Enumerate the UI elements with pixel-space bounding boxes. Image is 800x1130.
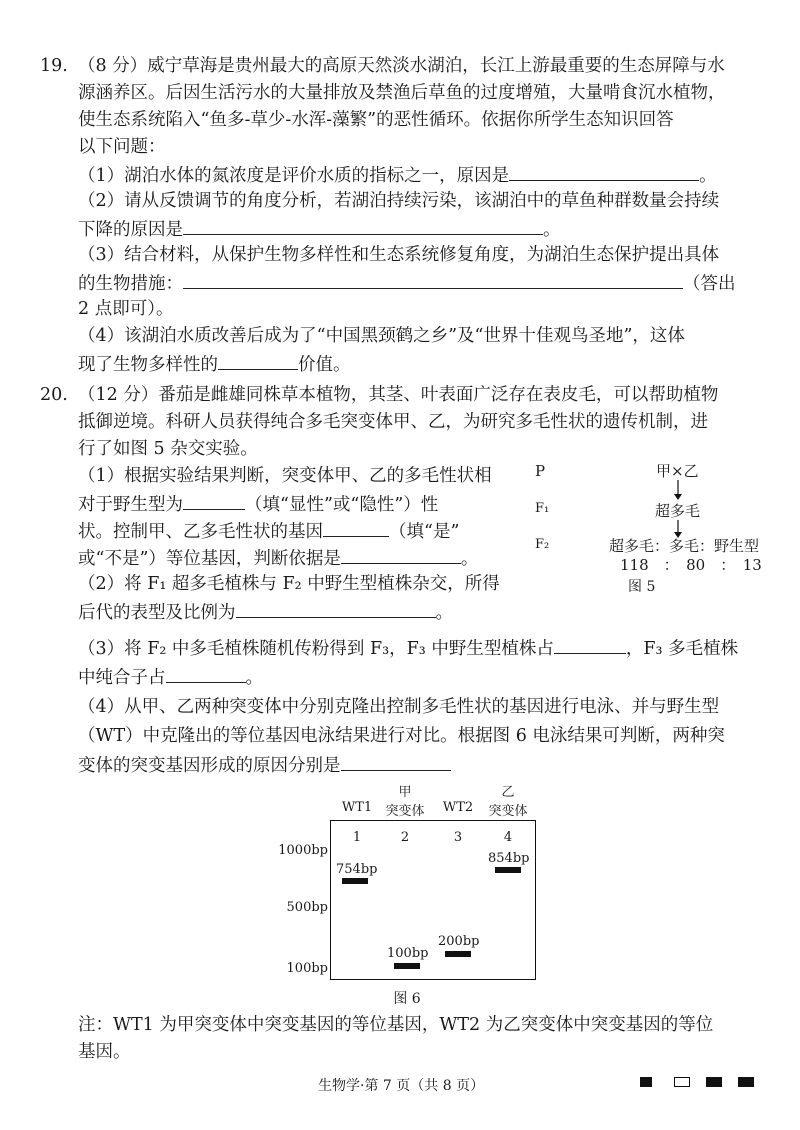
q19-stem-line-3: 使生态系统陷入“鱼多-草少-水浑-藻繁”的恶性循环。依据你所学生态知识回答 [78,110,674,130]
q19-part-3-line-3: 2 点即可）。 [78,299,174,319]
q20-part-1-line-2: 对于野生型为 （填“显性”或“隐性”）性 [78,491,438,517]
q19-part-1-text: （1）湖泊水体的氮浓度是评价水质的指标之一，原因是 [78,166,510,186]
answer-blank[interactable] [509,162,699,181]
q19-part-3-line-2: 的生物措施： （答出 [78,270,736,296]
q19-part-4-line-1: （4）该湖泊水质改善后成为了“中国黑颈鹤之乡”及“世界十佳观鸟圣地”，这体 [78,326,685,346]
gel-band-lane-3 [445,951,471,957]
answer-blank[interactable] [554,635,626,654]
q20-part-4-line-1: （4）从甲、乙两种突变体中分别克隆出控制多毛性状的基因进行电泳、并与野生型 [78,697,720,717]
q20-part-4-line-3: 变体的突变基因形成的原因分别是 [78,752,451,778]
lane-3-name: WT2 [442,800,474,815]
answer-blank[interactable] [183,216,543,235]
marker-square-1 [640,1077,652,1087]
answer-blank[interactable] [341,752,451,771]
lane-2-top: 甲 [398,785,412,800]
question-20-number: 20. [40,385,68,405]
gel-band-lane-2 [394,963,420,969]
band-3-label: 200bp [438,934,480,949]
lane-4-name: 突变体 [488,804,528,819]
generation-f2-label: F₂ [535,537,550,552]
q19-stem-line-2: 源涵养区。后因生活污水的大量排放及禁渔后草鱼的过度增殖，大量啃食沉水植物， [78,83,726,103]
marker-square-3 [706,1077,722,1087]
q19-stem-line-4: 以下问题： [78,137,166,157]
q20-part-4-line-2: （WT）中克隆出的等位基因电泳结果进行对比。根据图 6 电泳结果可判断，两种突 [78,726,725,746]
marker-square-4 [738,1077,754,1087]
lane-2-number: 2 [400,830,410,845]
lane-2-name: 突变体 [385,804,425,819]
q20-part-3-line-1: （3）将 F₂ 中多毛植株随机传粉得到 F₃，F₃ 中野生型植株占 ，F₃ 多毛植株 [78,635,738,661]
lane-4-top: 乙 [501,785,515,800]
answer-blank[interactable] [183,491,245,510]
q20-part-1-line-4: 或“不是”）等位基因，判断依据是 。 [78,545,478,571]
band-4-label: 854bp [488,851,530,866]
figure-6-caption: 图 6 [393,991,421,1007]
answer-blank[interactable] [183,270,683,289]
lane-4-number: 4 [503,830,513,845]
q19-stem-line-1: （8 分）威宁草海是贵州最大的高原天然淡水湖泊，长江上游最重要的生态屏障与水 [78,56,725,76]
q19-part-2-line-2: 下降的原因是 。 [78,216,561,242]
q19-part-3-line-1: （3）结合材料，从保护生物多样性和生态系统修复角度，为湖泊生态保护提出具体 [78,245,720,265]
gel-band-lane-4 [495,867,521,873]
generation-f1-label: F₁ [535,501,550,516]
band-2-label: 100bp [387,946,429,961]
q19-part-2-line-1: （2）请从反馈调节的角度分析，若湖泊持续污染，该湖泊中的草鱼种群数量会持续 [78,191,720,211]
lane-1-name: WT1 [341,800,373,815]
marker-square-2 [674,1077,690,1087]
answer-blank[interactable] [166,664,246,683]
answer-blank[interactable] [218,351,298,370]
lane-1-number: 1 [352,830,362,845]
question-19-number: 19. [40,56,68,76]
f2-phenotypes: 超多毛：多毛：野生型 [609,537,760,555]
q19-part-1: （1）湖泊水体的氮浓度是评价水质的指标之一，原因是 。 [78,162,717,188]
generation-p-label: P [535,462,546,480]
marker-500bp: 500bp [286,900,328,915]
lane-3-number: 3 [453,830,463,845]
q19-part-4-line-2: 现了生物多样性的 价值。 [78,351,351,377]
cross-parents: 甲×乙 [656,462,699,480]
f2-counts: 118 ： 80 ： 13 [620,556,762,574]
marker-1000bp: 1000bp [278,843,328,858]
figure-5-caption: 图 5 [628,579,656,595]
note-line-2: 基因。 [78,1042,131,1062]
q20-part-3-line-2: 中纯合子占 。 [78,664,263,690]
q20-stem-line-2: 抵御逆境。科研人员获得纯合多毛突变体甲、乙，为研究多毛性状的遗传机制，进 [78,412,708,432]
f1-phenotype: 超多毛 [655,502,701,520]
answer-blank[interactable] [236,599,436,618]
q20-stem-line-1: （12 分）番茄是雌雄同株草本植物，其茎、叶表面广泛存在表皮毛，可以帮助植物 [78,385,719,405]
answer-blank[interactable] [323,518,389,537]
q20-stem-line-3: 行了如图 5 杂交实验。 [78,439,258,459]
marker-100bp: 100bp [286,961,328,976]
note-line-1: 注：WT1 为甲突变体中突变基因的等位基因，WT2 为乙突变体中突变基因的等位 [78,1015,714,1035]
q20-part-1-line-1: （1）根据实验结果判断，突变体甲、乙的多毛性状相 [78,466,492,486]
q20-part-1-line-3: 状。控制甲、乙多毛性状的基因 （填“是” [78,518,459,544]
gel-band-lane-1 [342,878,368,884]
q20-part-2-line-1: （2）将 F₁ 超多毛植株与 F₂ 中野生型植株杂交，所得 [78,574,500,594]
page-footer: 生物学·第 7 页（共 8 页） [318,1078,485,1094]
q20-part-2-line-2: 后代的表型及比例为 。 [78,599,453,625]
answer-blank[interactable] [341,545,461,564]
band-1-label: 754bp [336,862,378,877]
